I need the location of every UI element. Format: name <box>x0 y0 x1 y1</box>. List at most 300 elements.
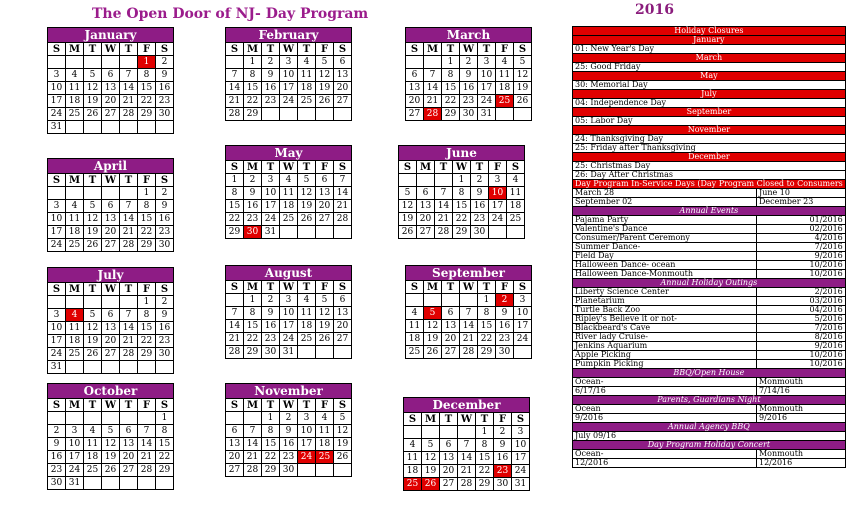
sidebar-entry: 01: New Year's Day <box>573 45 846 54</box>
day-cell: 4 <box>316 412 334 425</box>
sidebar-entry: September 02 <box>573 198 757 207</box>
day-cell: 30 <box>244 226 262 239</box>
day-cell: 12 <box>422 452 440 465</box>
day-cell: 25 <box>66 348 84 361</box>
day-cell <box>442 294 460 307</box>
day-cell: 2 <box>494 426 512 439</box>
weekday-header: F <box>496 43 514 56</box>
day-cell: 10 <box>298 425 316 438</box>
day-cell: 15 <box>476 452 494 465</box>
day-cell: 28 <box>244 464 262 477</box>
day-cell: 31 <box>262 226 280 239</box>
day-cell: 27 <box>102 239 120 252</box>
day-cell: 30 <box>460 108 478 121</box>
day-cell: 1 <box>156 412 174 425</box>
day-cell <box>66 56 84 69</box>
day-cell: 9 <box>156 69 174 82</box>
day-cell: 22 <box>244 95 262 108</box>
day-cell: 10 <box>48 82 66 95</box>
day-cell: 23 <box>156 226 174 239</box>
sidebar-entry: River lady Cruise- <box>573 333 757 342</box>
day-cell: 30 <box>156 108 174 121</box>
day-cell: 13 <box>226 438 244 451</box>
day-cell: 13 <box>102 213 120 226</box>
day-cell <box>84 56 102 69</box>
day-cell: 30 <box>262 346 280 359</box>
day-cell: 6 <box>102 69 120 82</box>
month-calendar-march <box>405 27 532 121</box>
day-cell: 2 <box>244 174 262 187</box>
weekday-header: S <box>48 43 66 56</box>
day-cell <box>138 412 156 425</box>
day-cell: 23 <box>280 451 298 464</box>
day-cell: 28 <box>460 346 478 359</box>
day-cell: 29 <box>442 108 460 121</box>
day-cell <box>244 412 262 425</box>
day-cell: 4 <box>66 200 84 213</box>
sidebar-entry: Halloween Dance- ocean <box>573 261 757 270</box>
day-cell: 16 <box>496 320 514 333</box>
day-cell: 15 <box>244 320 262 333</box>
day-cell: 19 <box>334 438 352 451</box>
day-cell: 26 <box>84 239 102 252</box>
day-cell: 19 <box>84 335 102 348</box>
weekday-header: T <box>84 399 102 412</box>
day-cell: 13 <box>102 322 120 335</box>
weekday-header: S <box>226 43 244 56</box>
day-cell: 28 <box>424 108 442 121</box>
day-cell: 15 <box>478 320 496 333</box>
sidebar-entry: 10/2016 <box>756 261 845 270</box>
day-cell: 22 <box>226 213 244 226</box>
month-calendar-august <box>225 265 352 359</box>
day-cell: 8 <box>478 307 496 320</box>
weekday-header: S <box>48 283 66 296</box>
day-cell: 29 <box>138 348 156 361</box>
weekday-header: T <box>262 399 280 412</box>
month-name: December <box>404 398 530 413</box>
day-cell: 18 <box>66 95 84 108</box>
day-cell: 14 <box>120 82 138 95</box>
day-cell: 22 <box>156 451 174 464</box>
day-cell: 30 <box>471 226 489 239</box>
sidebar-section-header: Annual Events <box>573 207 846 216</box>
month-calendar-june <box>398 145 525 239</box>
day-cell: 14 <box>120 322 138 335</box>
sidebar-entry: 9/2016 <box>756 252 845 261</box>
weekday-header: F <box>138 174 156 187</box>
day-cell: 3 <box>48 69 66 82</box>
weekday-header: W <box>460 281 478 294</box>
day-cell: 27 <box>406 108 424 121</box>
weekday-header: S <box>226 161 244 174</box>
day-cell: 9 <box>262 307 280 320</box>
day-cell: 26 <box>298 213 316 226</box>
day-cell <box>102 56 120 69</box>
sidebar-entry: 10/2016 <box>756 270 845 279</box>
weekday-header: W <box>460 43 478 56</box>
weekday-header: T <box>298 43 316 56</box>
day-cell: 3 <box>298 412 316 425</box>
day-cell: 11 <box>280 187 298 200</box>
day-cell: 18 <box>404 465 422 478</box>
day-cell: 8 <box>442 69 460 82</box>
day-cell: 17 <box>48 226 66 239</box>
day-cell: 7 <box>120 309 138 322</box>
day-cell <box>496 108 514 121</box>
day-cell: 20 <box>440 465 458 478</box>
day-cell: 13 <box>102 82 120 95</box>
day-cell: 11 <box>404 452 422 465</box>
day-cell <box>48 187 66 200</box>
weekday-header: T <box>442 281 460 294</box>
sidebar-entry: 8/2016 <box>756 333 845 342</box>
day-cell: 24 <box>66 464 84 477</box>
day-cell <box>120 187 138 200</box>
day-cell: 2 <box>156 296 174 309</box>
day-cell <box>417 174 435 187</box>
day-cell <box>507 226 525 239</box>
day-cell: 13 <box>406 82 424 95</box>
sidebar-row <box>573 459 846 468</box>
day-cell: 21 <box>334 200 352 213</box>
weekday-header: M <box>244 399 262 412</box>
weekday-header: S <box>514 281 532 294</box>
day-cell: 17 <box>262 200 280 213</box>
day-cell <box>120 56 138 69</box>
day-cell: 19 <box>84 226 102 239</box>
day-cell: 23 <box>494 465 512 478</box>
sidebar-entry: Valentine's Dance <box>573 225 757 234</box>
day-cell: 27 <box>226 464 244 477</box>
day-cell: 24 <box>48 239 66 252</box>
day-cell: 24 <box>48 348 66 361</box>
day-cell <box>399 174 417 187</box>
weekday-header: T <box>298 161 316 174</box>
day-cell: 2 <box>471 174 489 187</box>
day-cell: 11 <box>316 425 334 438</box>
sidebar-entry: Consumer/Parent Ceremony <box>573 234 757 243</box>
sidebar-row <box>573 369 846 378</box>
day-cell <box>440 426 458 439</box>
day-cell: 18 <box>406 333 424 346</box>
day-cell: 15 <box>156 438 174 451</box>
month-calendar-april <box>47 158 174 252</box>
weekday-header: T <box>84 283 102 296</box>
sidebar-section-header: March <box>573 54 846 63</box>
month-calendar-december <box>403 397 530 491</box>
day-cell: 30 <box>280 464 298 477</box>
weekday-header: M <box>424 43 442 56</box>
day-cell: 27 <box>334 95 352 108</box>
day-cell: 15 <box>138 322 156 335</box>
day-cell: 16 <box>262 82 280 95</box>
day-cell: 3 <box>48 200 66 213</box>
day-cell: 4 <box>298 294 316 307</box>
weekday-header: S <box>406 43 424 56</box>
day-cell: 9 <box>494 439 512 452</box>
day-cell: 12 <box>334 425 352 438</box>
day-cell: 25 <box>66 108 84 121</box>
weekday-header: M <box>66 43 84 56</box>
day-cell: 20 <box>226 451 244 464</box>
day-cell: 16 <box>156 213 174 226</box>
day-cell: 11 <box>66 213 84 226</box>
sidebar-entry: 7/14/16 <box>756 387 845 396</box>
day-cell <box>120 296 138 309</box>
sidebar-section-header: Parents, Guardians Night <box>573 396 846 405</box>
day-cell: 13 <box>316 187 334 200</box>
day-cell: 2 <box>262 56 280 69</box>
day-cell: 24 <box>262 213 280 226</box>
day-cell: 23 <box>156 95 174 108</box>
day-cell: 31 <box>66 477 84 490</box>
day-cell: 4 <box>406 307 424 320</box>
day-cell <box>298 226 316 239</box>
weekday-header: S <box>514 43 532 56</box>
day-cell: 10 <box>514 307 532 320</box>
day-cell: 23 <box>496 333 514 346</box>
day-cell: 2 <box>280 412 298 425</box>
day-cell: 8 <box>138 69 156 82</box>
day-cell <box>316 464 334 477</box>
day-cell <box>298 346 316 359</box>
day-cell: 7 <box>435 187 453 200</box>
day-cell: 19 <box>84 95 102 108</box>
day-cell: 5 <box>399 187 417 200</box>
day-cell: 23 <box>471 213 489 226</box>
day-cell: 13 <box>334 69 352 82</box>
day-cell: 5 <box>84 69 102 82</box>
day-cell: 3 <box>512 426 530 439</box>
day-cell: 11 <box>507 187 525 200</box>
weekday-header: S <box>406 281 424 294</box>
day-cell: 26 <box>514 95 532 108</box>
sidebar-entry: 25: Friday after Thanksgiving <box>573 144 846 153</box>
day-cell: 10 <box>280 307 298 320</box>
day-cell <box>102 296 120 309</box>
day-cell <box>138 361 156 374</box>
day-cell: 21 <box>120 335 138 348</box>
day-cell: 5 <box>424 307 442 320</box>
sidebar-section-header: Annual Agency BBQ <box>573 423 846 432</box>
day-cell: 21 <box>458 465 476 478</box>
sidebar-entry: 25: Christmas Day <box>573 162 846 171</box>
day-cell: 28 <box>120 348 138 361</box>
weekday-header: S <box>156 43 174 56</box>
day-cell: 11 <box>496 69 514 82</box>
sidebar-entry: 04/2016 <box>756 306 845 315</box>
day-cell <box>334 226 352 239</box>
month-name: April <box>48 159 174 174</box>
weekday-header: T <box>84 43 102 56</box>
day-cell <box>84 121 102 134</box>
day-cell: 8 <box>138 200 156 213</box>
day-cell <box>226 56 244 69</box>
day-cell: 10 <box>512 439 530 452</box>
day-cell: 14 <box>424 82 442 95</box>
day-cell: 20 <box>417 213 435 226</box>
sidebar-section-header: Day Program Holiday Concert <box>573 441 846 450</box>
day-cell: 16 <box>471 200 489 213</box>
day-cell: 28 <box>226 108 244 121</box>
sidebar-entry: 6/17/16 <box>573 387 757 396</box>
day-cell: 17 <box>66 451 84 464</box>
weekday-header: W <box>453 161 471 174</box>
day-cell: 3 <box>478 56 496 69</box>
day-cell: 20 <box>102 335 120 348</box>
day-cell: 20 <box>316 200 334 213</box>
weekday-header: M <box>244 43 262 56</box>
day-cell: 22 <box>138 95 156 108</box>
day-cell <box>102 187 120 200</box>
sidebar-section-header: May <box>573 72 846 81</box>
sidebar-entry: 12/2016 <box>573 459 757 468</box>
sidebar-entry: Monmouth <box>756 405 845 414</box>
sidebar-entry: 26: Day After Christmas <box>573 171 846 180</box>
day-cell: 24 <box>280 333 298 346</box>
day-cell: 27 <box>120 464 138 477</box>
day-cell: 23 <box>262 95 280 108</box>
weekday-header: T <box>298 281 316 294</box>
weekday-header: T <box>435 161 453 174</box>
sidebar-entry: 04: Independence Day <box>573 99 846 108</box>
day-cell: 19 <box>316 82 334 95</box>
weekday-header: T <box>478 281 496 294</box>
day-cell: 12 <box>316 69 334 82</box>
year-label: 2016 <box>635 2 674 18</box>
day-cell: 24 <box>489 213 507 226</box>
weekday-header: S <box>226 399 244 412</box>
weekday-header: T <box>476 413 494 426</box>
day-cell: 16 <box>262 320 280 333</box>
month-calendar-july <box>47 267 174 374</box>
day-cell: 4 <box>507 174 525 187</box>
day-cell: 12 <box>316 307 334 320</box>
day-cell: 9 <box>262 69 280 82</box>
day-cell: 20 <box>406 95 424 108</box>
weekday-header: T <box>120 174 138 187</box>
day-cell: 8 <box>476 439 494 452</box>
month-name: August <box>226 266 352 281</box>
weekday-header: T <box>120 399 138 412</box>
day-cell: 15 <box>262 438 280 451</box>
weekday-header: S <box>156 174 174 187</box>
day-cell: 22 <box>262 451 280 464</box>
day-cell: 22 <box>476 465 494 478</box>
day-cell: 13 <box>417 200 435 213</box>
sidebar-section-header: BBQ/Open House <box>573 369 846 378</box>
day-cell: 10 <box>48 322 66 335</box>
month-name: March <box>406 28 532 43</box>
day-cell: 19 <box>422 465 440 478</box>
day-cell: 22 <box>244 333 262 346</box>
day-cell <box>48 412 66 425</box>
day-cell: 7 <box>244 425 262 438</box>
day-cell <box>120 412 138 425</box>
day-cell: 18 <box>316 438 334 451</box>
day-cell: 29 <box>226 226 244 239</box>
day-cell <box>156 477 174 490</box>
day-cell: 20 <box>442 333 460 346</box>
day-cell: 28 <box>120 108 138 121</box>
day-cell <box>66 187 84 200</box>
weekday-header: S <box>334 161 352 174</box>
day-cell <box>316 108 334 121</box>
day-cell: 30 <box>156 239 174 252</box>
day-cell: 14 <box>244 438 262 451</box>
day-cell: 3 <box>280 56 298 69</box>
day-cell: 24 <box>48 108 66 121</box>
day-cell <box>334 346 352 359</box>
day-cell: 24 <box>512 465 530 478</box>
weekday-header: F <box>489 161 507 174</box>
weekday-header: M <box>424 281 442 294</box>
day-cell <box>84 296 102 309</box>
day-cell: 8 <box>226 187 244 200</box>
day-cell: 30 <box>494 478 512 491</box>
day-cell: 1 <box>226 174 244 187</box>
day-cell: 26 <box>424 346 442 359</box>
day-cell: 19 <box>316 320 334 333</box>
day-cell: 6 <box>102 309 120 322</box>
day-cell <box>66 361 84 374</box>
day-cell: 25 <box>66 239 84 252</box>
day-cell: 9 <box>156 200 174 213</box>
day-cell: 6 <box>226 425 244 438</box>
month-calendar-november <box>225 383 352 477</box>
day-cell: 18 <box>298 320 316 333</box>
weekday-header: M <box>422 413 440 426</box>
day-cell: 28 <box>226 346 244 359</box>
day-cell <box>138 121 156 134</box>
weekday-header: F <box>494 413 512 426</box>
day-cell: 22 <box>138 226 156 239</box>
weekday-header: F <box>138 283 156 296</box>
day-cell: 1 <box>138 56 156 69</box>
day-cell: 5 <box>84 200 102 213</box>
day-cell: 21 <box>138 451 156 464</box>
day-cell: 12 <box>84 82 102 95</box>
sidebar-entry: Summer Dance- <box>573 243 757 252</box>
weekday-header: T <box>471 161 489 174</box>
month-name: January <box>48 28 174 43</box>
day-cell: 18 <box>298 82 316 95</box>
sidebar-row <box>573 378 846 387</box>
sidebar-entry: 30: Memorial Day <box>573 81 846 90</box>
weekday-header: F <box>496 281 514 294</box>
sidebar-entry: Liberty Science Center <box>573 288 757 297</box>
day-cell <box>226 294 244 307</box>
weekday-header: S <box>156 399 174 412</box>
day-cell: 29 <box>453 226 471 239</box>
day-cell: 30 <box>48 477 66 490</box>
day-cell: 3 <box>280 294 298 307</box>
day-cell: 26 <box>422 478 440 491</box>
weekday-header: S <box>334 43 352 56</box>
day-cell: 15 <box>138 82 156 95</box>
day-cell: 7 <box>226 307 244 320</box>
day-cell: 20 <box>102 95 120 108</box>
sidebar-entry: Pumpkin Picking <box>573 360 757 369</box>
sidebar-entry: Planetarium <box>573 297 757 306</box>
day-cell: 9 <box>48 438 66 451</box>
day-cell: 16 <box>156 82 174 95</box>
day-cell: 19 <box>102 451 120 464</box>
day-cell: 11 <box>406 320 424 333</box>
day-cell <box>262 108 280 121</box>
day-cell: 4 <box>298 56 316 69</box>
